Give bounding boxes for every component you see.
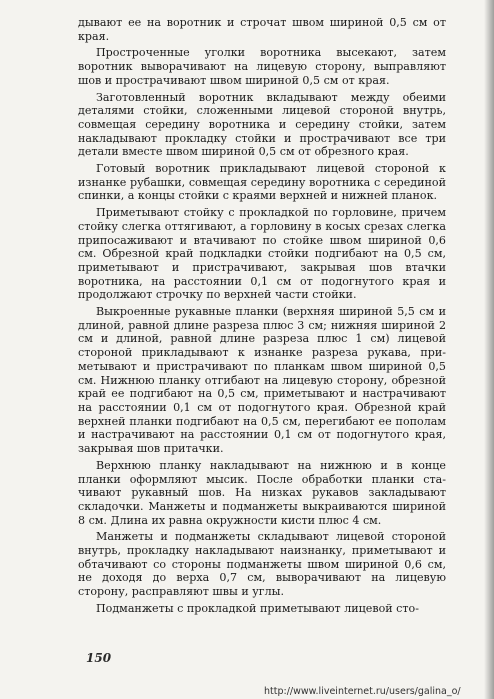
page-edge-shadow <box>484 0 494 699</box>
paragraph-7: Верхнюю планку накладывают на нижнюю и в конце планки оформляют мысик. После обработки планки стачивают рукавный шов. На низках рукавов закладывают складочки. Манжеты и подманжеты выкраиваются шириной 8 см. Длина их равна окружности кисти плюс 4 см. <box>78 458 446 527</box>
paragraph-8: Манжеты и подманжеты складывают лицевой стороной внутрь, прокладку накладывают наизнанку, приметывают и обтачивают со стороны подманжеты швом шириной 0,6 см, не доходя до верха 0,7 см, выворачивают на лицевую сторону, расправляют швы и углы. <box>78 530 446 599</box>
paragraph-6: Выкроенные рукавные планки (верхняя шириной 5,5 см и длиной, равной длине разреза плюс 3 см; нижняя шириной 2 см и длиной, равной длине разреза плюс 1 см) лицевой стороной прикладывают к изнанке разреза рукава, приметывают и пристрачивают по планкам швом шириной 0,5 см. Нижнюю планку отгибают на лицевую сторону, обрезной край ее подгибают на 0,5 см, приметывают и настрачивают на расстоянии 0,1 см от подогнутого края. Обрезной край верхней планки подгибают на 0,5 см, перегибают ее пополам и настрачивают на расстоянии 0,1 см от подогнутого края, закрывая шов притачки. <box>78 305 446 456</box>
paragraph-4: Готовый воротник прикладывают лицевой стороной к изнанке рубашки, совмещая середину воротника с серединой спинки, а концы стойки с краями верхней и нижней планок. <box>78 162 446 203</box>
page-text <box>78 16 446 619</box>
paragraph-2: Простроченные уголки воротника высекают, затем воротник выворачивают на лицевую сторону, выправляют шов и прострачивают швом шириной 0,5 см от края. <box>78 46 446 87</box>
paragraph-1: дывают ее на воротник и строчат швом шириной 0,5 см от края. <box>78 16 446 43</box>
page-number: 150 <box>86 651 112 665</box>
paragraph-9: Подманжеты с прокладкой приметывают лицевой сто- <box>96 601 419 615</box>
paragraph-3: Заготовленный воротник вкладывают между обеими деталями стойки, сложенными лицевой стороной внутрь, совмещая середину воротника и середину стойки, затем накладывают прокладку стойки и прострачивают все три детали вместе швом шириной 0,5 см от обрезного края. <box>78 90 446 159</box>
watermark-url: http://www.liveinternet.ru/users/galina_o/ <box>264 686 461 697</box>
paragraph-5: Приметывают стойку с прокладкой по горловине, причем стойку слегка оттягивают, а горловину в косых срезах слегка припосаживают и втачивают по стойке швом шириной 0,6 см. Обрезной край подкладки стойки подгибают на 0,5 см, приметывают и пристрачивают, закрывая шов втачки воротника, на расстоянии 0,1 см от подогнутого края и продолжают строчку по верхней части стойки. <box>78 206 446 302</box>
